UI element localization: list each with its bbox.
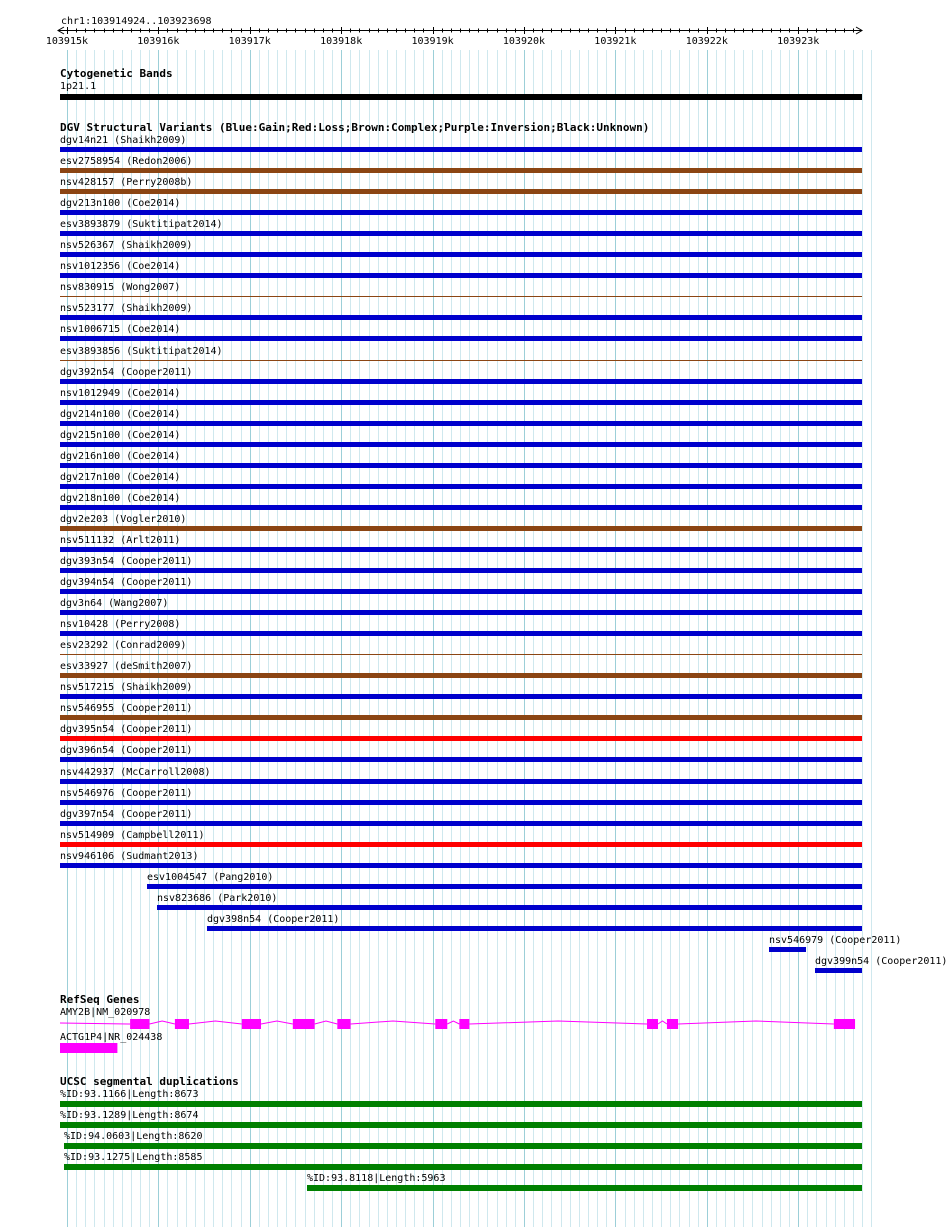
dgv-feature-label[interactable]: esv3893856 (Suktitipat2014) bbox=[60, 346, 223, 357]
refseq-exon bbox=[60, 1043, 117, 1053]
dgv-feature-bar[interactable] bbox=[60, 654, 862, 655]
dgv-feature-bar[interactable] bbox=[60, 315, 862, 320]
dgv-feature-bar[interactable] bbox=[157, 905, 862, 910]
dgv-feature-bar[interactable] bbox=[60, 842, 862, 847]
segdup-feature-label[interactable]: %ID:94.0603|Length:8620 bbox=[64, 1131, 203, 1142]
ruler-tick-label: 103918k bbox=[320, 36, 363, 47]
dgv-feature-label[interactable]: dgv393n54 (Cooper2011) bbox=[60, 556, 193, 567]
dgv-feature-bar[interactable] bbox=[60, 252, 862, 257]
refseq-exon bbox=[834, 1019, 855, 1029]
refseq-intron bbox=[351, 1021, 436, 1024]
dgv-feature-label[interactable]: dgv395n54 (Cooper2011) bbox=[60, 724, 193, 735]
dgv-feature-label[interactable]: nsv1012949 (Coe2014) bbox=[60, 388, 181, 399]
dgv-feature-label[interactable]: dgv394n54 (Cooper2011) bbox=[60, 577, 193, 588]
dgv-feature-label[interactable]: dgv218n100 (Coe2014) bbox=[60, 493, 181, 504]
segdup-feature-bar[interactable] bbox=[64, 1143, 862, 1149]
dgv-feature-bar[interactable] bbox=[60, 379, 862, 384]
dgv-feature-bar[interactable] bbox=[769, 947, 806, 952]
dgv-feature-label[interactable]: nsv526367 (Shaikh2009) bbox=[60, 240, 193, 251]
refseq-exon bbox=[459, 1019, 469, 1029]
dgv-feature-label[interactable]: nsv442937 (McCarroll2008) bbox=[60, 767, 211, 778]
dgv-feature-bar[interactable] bbox=[60, 779, 862, 784]
ruler-tick-label: 103923k bbox=[777, 36, 820, 47]
dgv-feature-bar[interactable] bbox=[60, 631, 862, 636]
dgv-feature-label[interactable]: dgv396n54 (Cooper2011) bbox=[60, 745, 193, 756]
dgv-feature-bar[interactable] bbox=[60, 673, 862, 678]
dgv-feature-bar[interactable] bbox=[60, 484, 862, 489]
refseq-exon bbox=[293, 1019, 315, 1029]
refseq-intron bbox=[678, 1021, 834, 1024]
dgv-feature-label[interactable]: nsv10428 (Perry2008) bbox=[60, 619, 181, 630]
dgv-feature-bar[interactable] bbox=[60, 463, 862, 468]
refseq-exon bbox=[647, 1019, 658, 1029]
dgv-feature-label[interactable]: nsv517215 (Shaikh2009) bbox=[60, 682, 193, 693]
region-label: chr1:103914924..103923698 bbox=[61, 16, 212, 27]
refseq-gene-label[interactable]: ACTG1P4|NR_024438 bbox=[60, 1032, 163, 1043]
dgv-feature-label[interactable]: nsv511132 (Arlt2011) bbox=[60, 535, 181, 546]
dgv-feature-bar[interactable] bbox=[815, 968, 862, 973]
dgv-feature-bar[interactable] bbox=[60, 589, 862, 594]
segdup-feature-label[interactable]: %ID:93.8118|Length:5963 bbox=[307, 1173, 446, 1184]
dgv-feature-label[interactable]: dgv215n100 (Coe2014) bbox=[60, 430, 181, 441]
dgv-feature-label[interactable]: dgv392n54 (Cooper2011) bbox=[60, 367, 193, 378]
segdup-feature-label[interactable]: %ID:93.1275|Length:8585 bbox=[64, 1152, 203, 1163]
ruler-tick-label: 103920k bbox=[502, 36, 546, 47]
refseq-exon bbox=[130, 1019, 149, 1029]
dgv-feature-bar[interactable] bbox=[60, 736, 862, 741]
segdup-feature-bar[interactable] bbox=[60, 1122, 862, 1128]
refseq-exon bbox=[242, 1019, 261, 1029]
coordinate-ruler bbox=[0, 0, 890, 50]
segdup-track-title: UCSC segmental duplications bbox=[60, 1075, 239, 1088]
dgv-feature-bar[interactable] bbox=[60, 400, 862, 405]
dgv-feature-label[interactable]: nsv546955 (Cooper2011) bbox=[60, 703, 193, 714]
cytoband-label: 1p21.1 bbox=[60, 81, 97, 92]
ruler-tick-label: 103922k bbox=[685, 36, 728, 47]
refseq-intron bbox=[447, 1021, 459, 1024]
dgv-feature-bar[interactable] bbox=[60, 442, 862, 447]
dgv-feature-label[interactable]: esv3893879 (Suktitipat2014) bbox=[60, 219, 223, 230]
dgv-feature-label[interactable]: nsv1012356 (Coe2014) bbox=[60, 261, 181, 272]
refseq-exon bbox=[667, 1019, 678, 1029]
dgv-feature-bar[interactable] bbox=[147, 884, 862, 889]
dgv-feature-bar[interactable] bbox=[60, 526, 862, 531]
refseq-track-title: RefSeq Genes bbox=[60, 993, 140, 1006]
dgv-feature-label[interactable]: dgv216n100 (Coe2014) bbox=[60, 451, 181, 462]
refseq-exon bbox=[175, 1019, 189, 1029]
dgv-feature-bar[interactable] bbox=[60, 821, 862, 826]
dgv-feature-label[interactable]: dgv14n21 (Shaikh2009) bbox=[60, 135, 187, 146]
dgv-feature-label[interactable]: nsv830915 (Wong2007) bbox=[60, 282, 181, 293]
dgv-feature-bar[interactable] bbox=[60, 147, 862, 152]
dgv-feature-label[interactable]: esv1004547 (Pang2010) bbox=[147, 872, 274, 883]
dgv-feature-label[interactable]: nsv514909 (Campbell2011) bbox=[60, 830, 205, 841]
dgv-feature-bar[interactable] bbox=[60, 694, 862, 699]
dgv-feature-bar[interactable] bbox=[60, 273, 862, 278]
dgv-feature-bar[interactable] bbox=[60, 360, 862, 361]
ruler-tick-label: 103919k bbox=[411, 36, 454, 47]
dgv-feature-label[interactable]: nsv546979 (Cooper2011) bbox=[769, 935, 902, 946]
refseq-intron bbox=[149, 1021, 174, 1024]
ruler-tick-label: 103916k bbox=[137, 36, 180, 47]
dgv-feature-bar[interactable] bbox=[60, 757, 862, 762]
refseq-intron bbox=[261, 1021, 293, 1024]
segdup-feature-label[interactable]: %ID:93.1166|Length:8673 bbox=[60, 1089, 199, 1100]
dgv-feature-bar[interactable] bbox=[60, 189, 862, 194]
dgv-feature-bar[interactable] bbox=[60, 715, 862, 720]
dgv-feature-label[interactable]: nsv523177 (Shaikh2009) bbox=[60, 303, 193, 314]
segdup-feature-label[interactable]: %ID:93.1289|Length:8674 bbox=[60, 1110, 199, 1121]
ruler-tick-label: 103915k bbox=[45, 36, 89, 47]
dgv-feature-label[interactable]: dgv397n54 (Cooper2011) bbox=[60, 809, 193, 820]
dgv-feature-bar[interactable] bbox=[60, 231, 862, 236]
dgv-feature-label[interactable]: dgv399n54 (Cooper2011) bbox=[815, 956, 947, 967]
ruler-tick-label: 103921k bbox=[594, 36, 637, 47]
dgv-feature-label[interactable]: dgv213n100 (Coe2014) bbox=[60, 198, 181, 209]
segdup-feature-bar[interactable] bbox=[64, 1164, 862, 1170]
refseq-exon bbox=[435, 1019, 447, 1029]
ruler-tick-label: 103917k bbox=[228, 36, 271, 47]
segdup-feature-bar[interactable] bbox=[307, 1185, 862, 1191]
dgv-feature-label[interactable]: dgv217n100 (Coe2014) bbox=[60, 472, 181, 483]
dgv-track-title: DGV Structural Variants (Blue:Gain;Red:Loss;Brown:Complex;Purple:Inversion;Black:Unknown) bbox=[60, 121, 650, 134]
dgv-feature-bar[interactable] bbox=[60, 547, 862, 552]
dgv-feature-bar[interactable] bbox=[60, 505, 862, 510]
dgv-feature-bar[interactable] bbox=[60, 421, 862, 426]
dgv-feature-bar[interactable] bbox=[207, 926, 862, 931]
refseq-intron bbox=[189, 1021, 242, 1024]
dgv-feature-label[interactable]: esv23292 (Conrad2009) bbox=[60, 640, 187, 651]
dgv-feature-label[interactable]: nsv1006715 (Coe2014) bbox=[60, 324, 181, 335]
dgv-feature-label[interactable]: nsv428157 (Perry2008b) bbox=[60, 177, 193, 188]
cytoband-bar[interactable] bbox=[60, 94, 862, 100]
dgv-feature-bar[interactable] bbox=[60, 336, 862, 341]
dgv-feature-label[interactable]: dgv214n100 (Coe2014) bbox=[60, 409, 181, 420]
dgv-feature-bar[interactable] bbox=[60, 610, 862, 615]
refseq-intron bbox=[60, 1023, 130, 1024]
segdup-feature-bar[interactable] bbox=[60, 1101, 862, 1107]
refseq-intron bbox=[658, 1021, 667, 1024]
cytoband-track-title: Cytogenetic Bands bbox=[60, 67, 173, 80]
dgv-feature-bar[interactable] bbox=[60, 863, 862, 868]
dgv-feature-label[interactable]: esv2758954 (Redon2006) bbox=[60, 156, 193, 167]
dgv-feature-bar[interactable] bbox=[60, 800, 862, 805]
dgv-feature-label[interactable]: dgv3n64 (Wang2007) bbox=[60, 598, 169, 609]
dgv-feature-bar[interactable] bbox=[60, 568, 862, 573]
refseq-intron bbox=[315, 1021, 338, 1024]
dgv-feature-label[interactable]: esv33927 (deSmith2007) bbox=[60, 661, 193, 672]
refseq-exon bbox=[337, 1019, 350, 1029]
dgv-feature-label[interactable]: dgv398n54 (Cooper2011) bbox=[207, 914, 340, 925]
dgv-feature-label[interactable]: nsv823686 (Park2010) bbox=[157, 893, 278, 904]
refseq-gene-label[interactable]: AMY2B|NM_020978 bbox=[60, 1007, 151, 1018]
dgv-feature-bar[interactable] bbox=[60, 296, 862, 297]
dgv-feature-bar[interactable] bbox=[60, 210, 862, 215]
dgv-feature-label[interactable]: nsv946106 (Sudmant2013) bbox=[60, 851, 199, 862]
dgv-feature-label[interactable]: nsv546976 (Cooper2011) bbox=[60, 788, 193, 799]
refseq-intron bbox=[469, 1021, 647, 1024]
dgv-feature-label[interactable]: dgv2e203 (Vogler2010) bbox=[60, 514, 187, 525]
dgv-feature-bar[interactable] bbox=[60, 168, 862, 173]
